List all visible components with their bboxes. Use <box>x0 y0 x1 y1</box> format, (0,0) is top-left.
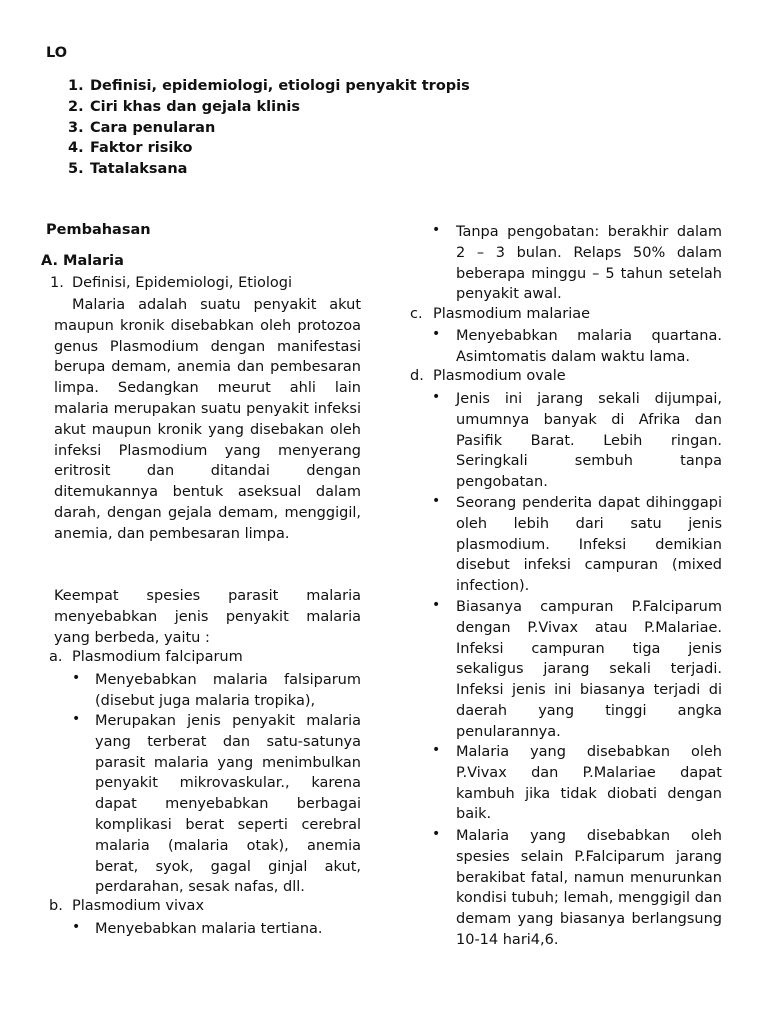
spec-b-marker: b. <box>49 898 63 914</box>
section-a-heading: A. Malaria <box>41 253 124 269</box>
lo-item-text: Tatalaksana <box>90 161 188 178</box>
spec-b-title: Plasmodium vivax <box>72 898 205 914</box>
sub1-title: Definisi, Epidemiologi, Etiologi <box>72 275 293 291</box>
lo-item <box>68 76 470 97</box>
lo-item-number: 2. <box>68 98 84 115</box>
lo-item-text: Definisi, epidemiologi, etiologi penyakit tropis <box>90 78 470 94</box>
spec-c-marker: c. <box>410 306 423 322</box>
lo-item-number: 3. <box>68 119 84 136</box>
d-bullet-4: Malaria yang disebabkan oleh P.Vivax dan P.Malariae dapat kambuh jika tidak diobati dengan baik. <box>456 744 722 823</box>
b-bullet-1: Menyebabkan malaria tertiana. <box>95 921 323 937</box>
vivax-bullet-2: Tanpa pengobatan: berakhir dalam 2 – 3 bulan. Relaps 50% dalam beberapa minggu – 5 tahun setelah penyakit awal. <box>456 224 722 303</box>
para-definisi: Malaria adalah suatu penyakit akut maupun kronik disebabkan oleh protozoa genus Plasmodium dengan manifestasi berupa demam, anemia dan pembesaran limpa. Sedangkan meurut ahli lain malaria merupakan suatu penyakit infeksi akut maupun kronik yang disebakan oleh infeksi Plasmodium yang menyerang eritrosit dan ditandai dengan ditemukannya bentuk aseksual dalam darah, dengan gejala demam, menggigil, anemia, dan pembesaran limpa. <box>54 297 361 542</box>
lo-list <box>68 76 470 180</box>
a-bullet-2: Merupakan jenis penyakit malaria yang terberat dan satu-satunya parasit malaria yang menimbulkan penyakit mikrovaskular., karena dapat menyebabkan berbagai komplikasi berat seperti cerebral malaria (malaria otak), anemia berat, syok, gagal ginjal akut, perdarahan, sesak nafas, dll. <box>95 713 361 896</box>
bullet-icon: • <box>432 326 441 342</box>
d-bullet-1: Jenis ini jarang sekali dijumpai, umumnya banyak di Afrika dan Pasifik Barat. Lebih ringan. Seringkali sembuh tanpa pengobatan. <box>456 391 722 491</box>
bullet-icon: • <box>72 919 81 935</box>
lo-item-number: 5. <box>68 161 84 178</box>
spec-a-marker: a. <box>49 649 63 665</box>
bullet-icon: • <box>432 826 441 842</box>
lo-item <box>68 159 470 180</box>
d-bullet-5: Malaria yang disebabkan oleh spesies selain P.Falciparum jarang berakibat fatal, namun menurunkan kondisi tubuh; lemah, menggigil dan demam yang biasanya berlangsung 10-14 hari4,6. <box>456 828 722 948</box>
pembahasan-heading: Pembahasan <box>46 222 151 238</box>
spec-d-title: Plasmodium ovale <box>433 368 566 384</box>
d-bullet-3: Biasanya campuran P.Falciparum dengan P.Vivax atau P.Malariae. Infeksi campuran tiga jenis sekaligus jarang sekali terjadi. Infeksi jenis ini biasanya terjadi di daerah yang tinggi angka penularannya. <box>456 599 722 740</box>
bullet-icon: • <box>432 389 441 405</box>
sub1-number: 1. <box>50 275 64 291</box>
bullet-icon: • <box>432 742 441 758</box>
d-bullet-2: Seorang penderita dapat dihinggapi oleh lebih dari satu jenis plasmodium. Infeksi demikian disebut infeksi campuran (mixed infection). <box>456 495 722 595</box>
lo-item-text: Faktor risiko <box>90 140 193 157</box>
bullet-icon: • <box>72 711 81 727</box>
lo-item <box>68 138 470 159</box>
lo-item-number: 4. <box>68 140 84 157</box>
a-bullet-1: Menyebabkan malaria falsiparum (disebut juga malaria tropika), <box>95 672 361 709</box>
bullet-icon: • <box>432 222 441 238</box>
lo-item-text: Cara penularan <box>90 119 216 136</box>
lo-item <box>68 97 470 118</box>
c-bullet-1: Menyebabkan malaria quartana. Asimtomatis dalam waktu lama. <box>456 328 722 365</box>
lo-item-text: Ciri khas dan gejala klinis <box>90 98 301 115</box>
bullet-icon: • <box>432 597 441 613</box>
spec-d-marker: d. <box>410 368 424 384</box>
spec-c-title: Plasmodium malariae <box>433 306 591 322</box>
bullet-icon: • <box>72 670 81 686</box>
lo-item <box>68 118 470 139</box>
para-spesies: Keempat spesies parasit malaria menyebabkan jenis penyakit malaria yang berbeda, yaitu : <box>54 588 361 646</box>
bullet-icon: • <box>432 493 441 509</box>
heading-lo: LO <box>46 45 68 61</box>
lo-item-number: 1. <box>68 78 84 94</box>
spec-a-title: Plasmodium falciparum <box>72 649 243 665</box>
